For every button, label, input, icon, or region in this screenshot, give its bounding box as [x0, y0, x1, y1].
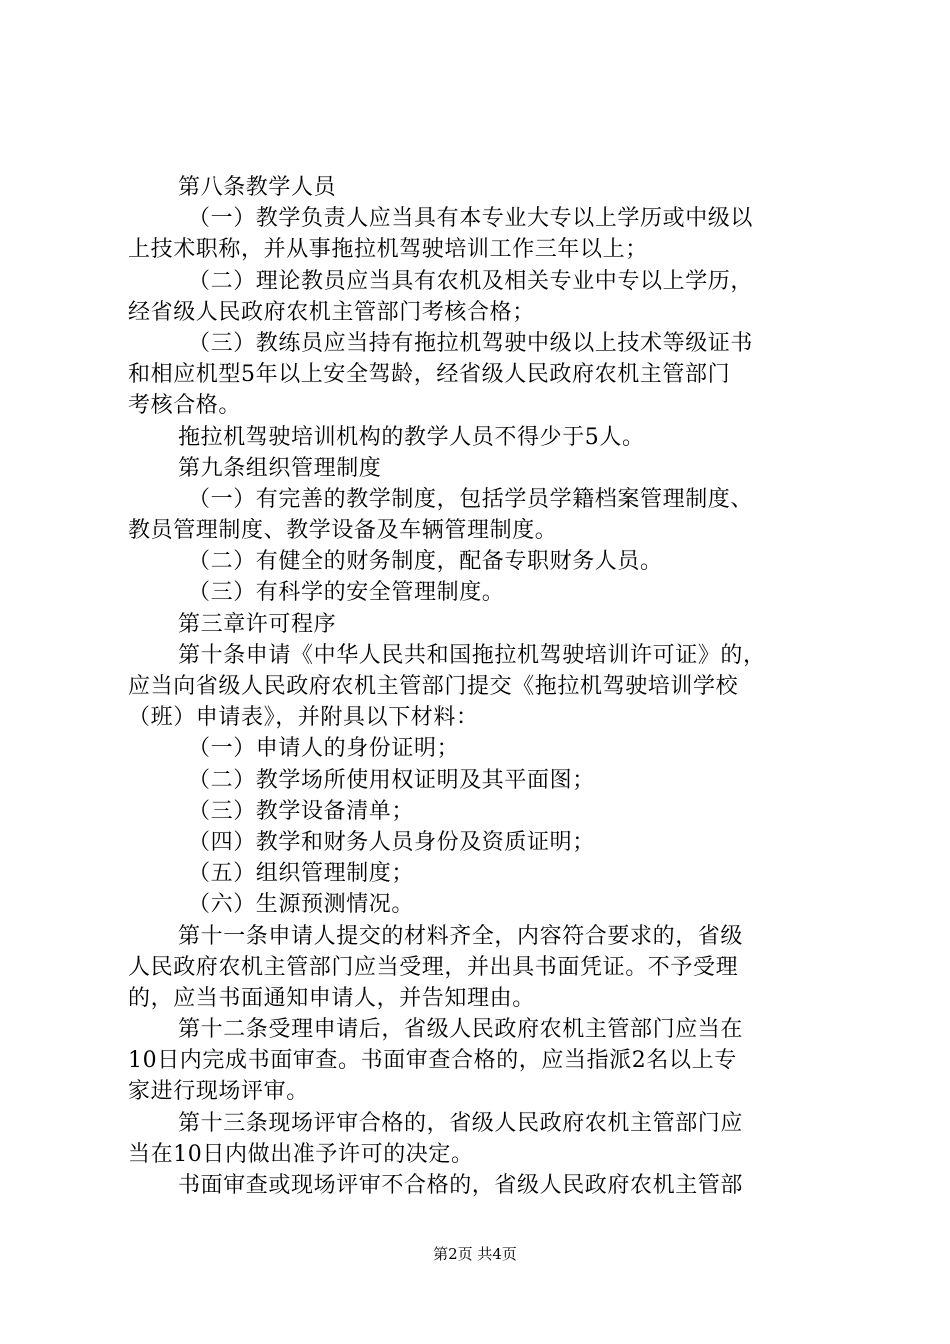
page-footer: [0, 1244, 950, 1264]
paragraph-line: 拖拉机驾驶培训机构的教学人员不得少于5人。: [178, 424, 645, 450]
paragraph-line: （班）申请表》，并附具以下材料：: [128, 705, 479, 731]
paragraph-line: 应当向省级人民政府农机主管部门提交《拖拉机驾驶培训学校: [128, 674, 739, 699]
paragraph-line: 教员管理制度、教学设备及车辆管理制度。: [128, 518, 558, 544]
article-heading: 第九条组织管理制度: [178, 455, 382, 481]
paragraph-line: 的，应当书面通知申请人，并告知理由。: [128, 985, 535, 1011]
paragraph-line: 上技术职称，并从事拖拉机驾驶培训工作三年以上；: [128, 237, 648, 263]
paragraph-line: （三）教练员应当持有拖拉机驾驶中级以上技术等级证书: [188, 330, 754, 356]
paragraph-line: （一）教学负责人应当具有本专业大专以上学历或中级以: [188, 206, 754, 232]
paragraph-line: （三）有科学的安全管理制度。: [188, 580, 505, 606]
document-body: [128, 172, 833, 1201]
page-number: 第2页 共4页: [433, 1245, 517, 1263]
list-item: （五）组织管理制度；: [188, 861, 415, 887]
paragraph-line: 当在10日内做出准予许可的决定。: [128, 1141, 474, 1167]
list-item: （六）生源预测情况。: [188, 892, 415, 918]
paragraph-line: 书面审查或现场评审不合格的，省级人民政府农机主管部: [178, 1173, 744, 1198]
paragraph-line: 10日内完成书面审查。书面审查合格的，应当指派2名以上专: [128, 1048, 737, 1074]
article-heading: 第八条教学人员: [178, 175, 337, 200]
paragraph-line: （一）有完善的教学制度，包括学员学籍档案管理制度、: [188, 486, 754, 512]
chapter-heading: 第三章许可程序: [178, 611, 337, 637]
paragraph-line: （二）有健全的财务制度，配备专职财务人员。: [188, 549, 663, 575]
paragraph-line: 第十条申请《中华人民共和国拖拉机驾驶培训许可证》的，: [178, 642, 766, 668]
list-item: （一）申请人的身份证明；: [188, 736, 460, 762]
paragraph-line: 人民政府农机主管部门应当受理，并出具书面凭证。不予受理: [128, 954, 739, 980]
paragraph-line: 经省级人民政府农机主管部门考核合格；: [128, 299, 535, 325]
list-item: （四）教学和财务人员身份及资质证明；: [188, 829, 595, 855]
paragraph-line: 和相应机型5年以上安全驾龄，经省级人民政府农机主管部门: [128, 362, 731, 388]
paragraph-line: （二）理论教员应当具有农机及相关专业中专以上学历，: [188, 268, 754, 294]
paragraph-line: 考核合格。: [128, 393, 242, 419]
list-item: （二）教学场所使用权证明及其平面图；: [188, 767, 595, 793]
list-item: （三）教学设备清单；: [188, 798, 415, 824]
paragraph-line: 第十二条受理申请后，省级人民政府农机主管部门应当在: [178, 1017, 744, 1043]
paragraph-line: 第十三条现场评审合格的，省级人民政府农机主管部门应: [178, 1110, 744, 1136]
paragraph-line: 第十一条申请人提交的材料齐全，内容符合要求的，省级: [178, 923, 744, 949]
paragraph-line: 家进行现场评审。: [128, 1079, 309, 1105]
